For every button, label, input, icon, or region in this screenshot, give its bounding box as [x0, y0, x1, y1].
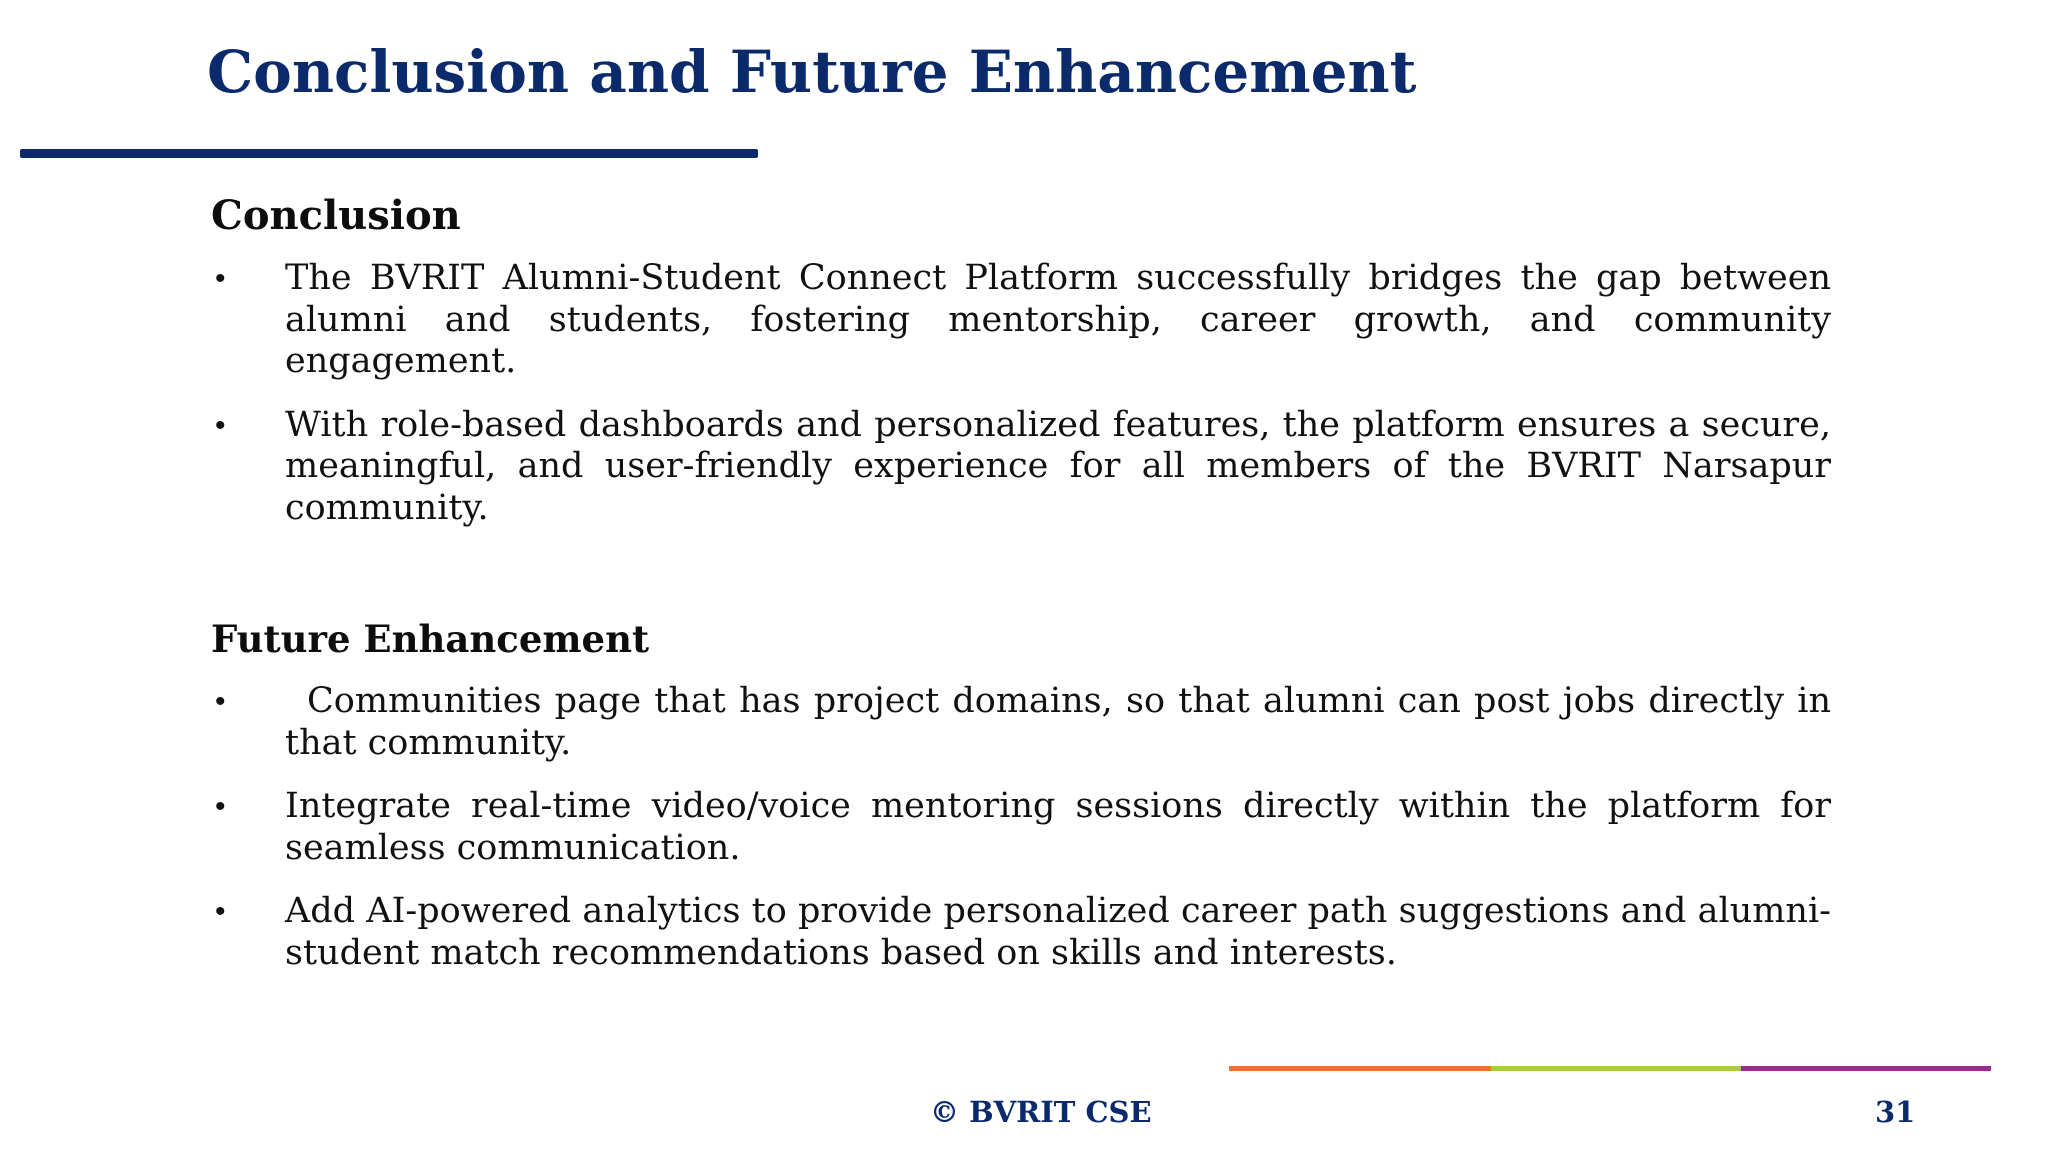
conclusion-bullet-text: With role-based dashboards and personalized features, the platform ensures a secure, meaningful, and user-friendly experience for all members of the BVRIT Narsapur community.	[285, 404, 1831, 528]
future-bullet-1	[211, 681, 1831, 764]
bullet-icon: •	[215, 262, 226, 295]
footer-accent-green	[1491, 1066, 1741, 1071]
footer-accent-orange	[1229, 1066, 1491, 1071]
future-bullet-text: Add AI-powered analytics to provide personalized career path suggestions and alumni-student match recommendations based on skills and interests.	[285, 891, 1831, 973]
bullet-icon: •	[215, 685, 226, 718]
future-bullet-2	[211, 786, 1831, 869]
conclusion-bullet-2	[211, 405, 1831, 530]
footer-copyright: © BVRIT CSE	[930, 1095, 1152, 1129]
conclusion-list	[211, 258, 1831, 551]
title-underline	[20, 149, 758, 158]
slide-title: Conclusion and Future Enhancement	[207, 38, 1417, 106]
footer-accent-purple	[1741, 1066, 1991, 1071]
conclusion-bullet-text: The BVRIT Alumni-Student Connect Platform successfully bridges the gap between alumni and students, fostering mentorship, career growth, and community engagement.	[285, 258, 1831, 381]
future-bullet-text: Communities page that has project domains, so that alumni can post jobs directly in that community.	[285, 681, 1831, 763]
bullet-icon: •	[215, 895, 226, 928]
bullet-icon: •	[215, 408, 226, 442]
conclusion-bullet-1	[211, 258, 1831, 383]
future-enhancement-list	[211, 681, 1831, 996]
page-number: 31	[1875, 1095, 1916, 1129]
future-bullet-text: Integrate real-time video/voice mentoring sessions directly within the platform for seamless communication.	[285, 786, 1831, 868]
future-bullet-3	[211, 891, 1831, 974]
conclusion-heading: Conclusion	[211, 192, 461, 239]
future-enhancement-heading: Future Enhancement	[211, 617, 650, 661]
bullet-icon: •	[215, 790, 226, 823]
